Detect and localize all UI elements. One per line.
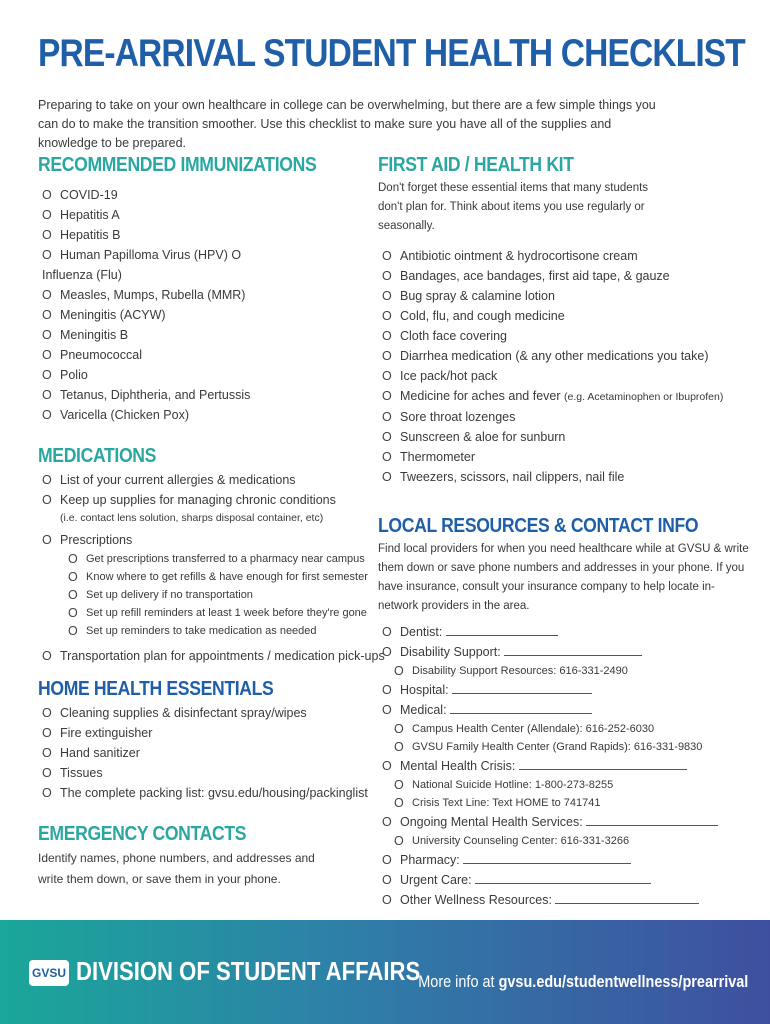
- home-essentials-title: HOME HEALTH ESSENTIALS: [38, 678, 274, 700]
- fever-note: (e.g. Acetaminophen or Ibuprofen): [564, 391, 724, 403]
- contact-subitem: O Campus Health Center (Allendale): 616-252-6030: [394, 722, 655, 736]
- transport-list: [38, 646, 385, 666]
- checkbox-circle[interactable]: O: [382, 410, 392, 424]
- checklist-item: O Polio: [38, 365, 368, 385]
- checkbox-circle[interactable]: O: [42, 786, 52, 800]
- contact-field: O Urgent Care:: [378, 870, 758, 890]
- checklist-item: O Measles, Mumps, Rubella (MMR): [38, 285, 368, 305]
- write-in-line[interactable]: [586, 813, 718, 826]
- first-aid-desc: Don't forget these essential items that many students don't plan for. Think about items you use regularly or seasonally.: [378, 182, 649, 232]
- checklist-item: O Antibiotic ointment & hydrocortisone cream: [378, 246, 758, 266]
- checkbox-circle[interactable]: O: [382, 289, 392, 303]
- gvsu-logo: GVSU: [29, 960, 69, 986]
- checklist-item: O Meningitis B: [38, 325, 368, 345]
- local-resources-desc: Find local providers for when you need healthcare while at GVSU & write them down or save phone numbers and addresses in your phone. If you have insurance, consult your insurance company to help locate in-network providers in the area.: [378, 543, 749, 612]
- checkbox-circle[interactable]: O: [42, 473, 52, 487]
- local-resources-list-4: [378, 812, 758, 832]
- checkbox-circle[interactable]: O: [42, 368, 52, 382]
- immunizations-list: [38, 185, 368, 425]
- checklist-item: O COVID-19: [38, 185, 368, 205]
- checkbox-circle[interactable]: O: [42, 388, 52, 402]
- medical-sublist: [390, 720, 758, 756]
- checkbox-circle[interactable]: O: [42, 308, 52, 322]
- checklist-item: O Prescriptions: [38, 530, 368, 550]
- checklist-subitem: O Set up reminders to take medication as needed: [68, 624, 317, 638]
- checklist-item: O Tetanus, Diphtheria, and Pertussis: [38, 385, 368, 405]
- checklist-item: O Cleaning supplies & disinfectant spray/wipes: [38, 703, 368, 723]
- checklist-item: O Tissues: [38, 763, 368, 783]
- medications-note: (i.e. contact lens solution, sharps disposal container, etc): [60, 512, 324, 524]
- checklist-item: O Diarrhea medication (& any other medications you take): [378, 346, 758, 366]
- checklist-subitem: O Set up refill reminders at least 1 week before they're gone: [68, 606, 367, 620]
- checklist-item: O Medicine for aches and fever (e.g. Acetaminophen or Ibuprofen): [378, 386, 758, 407]
- checklist-item: O Ice pack/hot pack: [378, 366, 758, 386]
- emergency-title: EMERGENCY CONTACTS: [38, 823, 247, 845]
- contact-field: O Ongoing Mental Health Services:: [378, 812, 758, 832]
- contact-field: O Hospital:: [378, 680, 758, 700]
- checkbox-circle[interactable]: O: [382, 369, 392, 383]
- contact-field: O Mental Health Crisis:: [378, 756, 758, 776]
- medications-list: [38, 470, 368, 510]
- checkbox-circle[interactable]: O: [394, 722, 404, 736]
- first-aid-title: FIRST AID / HEALTH KIT: [378, 154, 574, 176]
- checklist-item: O Pneumococcal: [38, 345, 368, 365]
- checkbox-circle[interactable]: O: [382, 645, 392, 659]
- checklist-item: O Hepatitis B: [38, 225, 368, 245]
- checkbox-circle[interactable]: O: [42, 328, 52, 342]
- checkbox-circle[interactable]: O: [382, 450, 392, 464]
- contact-subitem: O National Suicide Hotline: 1-800-273-8255: [394, 778, 614, 792]
- checkbox-circle[interactable]: O: [382, 389, 392, 403]
- checkbox-circle[interactable]: O: [382, 815, 392, 829]
- checkbox-circle[interactable]: O: [68, 570, 78, 584]
- local-resources-title: LOCAL RESOURCES & CONTACT INFO: [378, 515, 699, 537]
- checkbox-circle[interactable]: O: [42, 746, 52, 760]
- checkbox-circle[interactable]: O: [394, 796, 404, 810]
- immunizations-title: RECOMMENDED IMMUNIZATIONS: [38, 154, 317, 176]
- checkbox-circle[interactable]: O: [42, 533, 52, 547]
- checkbox-circle[interactable]: O: [68, 552, 78, 566]
- contact-field: O Other Wellness Resources:: [378, 890, 758, 910]
- contact-field: O Pharmacy:: [378, 850, 758, 870]
- write-in-line[interactable]: [519, 757, 687, 770]
- checklist-item: O Fire extinguisher: [38, 723, 368, 743]
- more-info-link[interactable]: gvsu.edu/studentwellness/prearrival: [498, 972, 748, 991]
- checkbox-circle[interactable]: O: [394, 834, 404, 848]
- contact-subitem: O University Counseling Center: 616-331-3266: [394, 834, 630, 848]
- checkbox-circle[interactable]: O: [382, 349, 392, 363]
- checkbox-circle[interactable]: O: [68, 606, 78, 620]
- checkbox-circle[interactable]: O: [382, 470, 392, 484]
- checkbox-circle[interactable]: O: [382, 893, 392, 907]
- checkbox-circle[interactable]: O: [382, 625, 392, 639]
- checklist-item: O Sunscreen & aloe for sunburn: [378, 427, 758, 447]
- left-column: [38, 154, 385, 890]
- checkbox-circle[interactable]: O: [42, 348, 52, 362]
- intro-text: Preparing to take on your own healthcare in college can be overwhelming, but there are a few simple things you can do to make the transition smoother. Use this checklist to make sure you have all of the supplies and knowledge to be prepared.: [38, 98, 656, 150]
- medications-title: MEDICATIONS: [38, 445, 157, 467]
- local-resources-list-2: [378, 680, 758, 720]
- checkbox-circle[interactable]: O: [382, 269, 392, 283]
- checkbox-circle[interactable]: O: [382, 873, 392, 887]
- contact-subitem: O Disability Support Resources: 616-331-2490: [394, 664, 628, 678]
- checkbox-circle[interactable]: O: [42, 408, 52, 422]
- checkbox-circle[interactable]: O: [42, 208, 52, 222]
- checkbox-circle[interactable]: O: [42, 493, 52, 507]
- write-in-line[interactable]: [446, 623, 558, 636]
- checklist-item: O Tweezers, scissors, nail clippers, nail file: [378, 467, 758, 487]
- write-in-line[interactable]: [452, 681, 592, 694]
- local-resources-list-5: [378, 850, 758, 910]
- checkbox-circle[interactable]: O: [394, 740, 404, 754]
- checklist-item: O Thermometer: [378, 447, 758, 467]
- home-essentials-list: [38, 703, 368, 803]
- write-in-line[interactable]: [463, 851, 631, 864]
- ongoing-sublist: [390, 832, 758, 850]
- checklist-item: O Transportation plan for appointments / medication pick-ups: [38, 646, 368, 666]
- local-resources-list-3: [378, 756, 758, 776]
- checklist-item: O The complete packing list: gvsu.edu/housing/packinglist: [38, 783, 368, 803]
- checkbox-circle[interactable]: O: [42, 706, 52, 720]
- checkbox-circle[interactable]: O: [42, 188, 52, 202]
- crisis-sublist: [390, 776, 758, 812]
- checkbox-circle[interactable]: O: [382, 249, 392, 263]
- page-title: PRE-ARRIVAL STUDENT HEALTH CHECKLIST: [38, 32, 745, 75]
- checklist-item: O Human Papilloma Virus (HPV) O: [38, 245, 368, 265]
- checklist-subitem: O Set up delivery if no transportation: [68, 588, 253, 602]
- prescriptions-list: [38, 530, 368, 550]
- checkbox-circle[interactable]: O: [68, 624, 78, 638]
- checklist-item: O Bug spray & calamine lotion: [378, 286, 758, 306]
- checklist-item: O List of your current allergies & medications: [38, 470, 368, 490]
- checkbox-circle[interactable]: O: [394, 778, 404, 792]
- checklist-subitem: O Know where to get refills & have enough for first semester: [68, 570, 368, 584]
- prescriptions-sublist: [64, 550, 368, 640]
- right-column: [378, 154, 758, 910]
- write-in-line[interactable]: [475, 871, 651, 884]
- more-info: [418, 972, 748, 992]
- checkbox-circle[interactable]: O: [42, 248, 52, 262]
- checkbox-circle[interactable]: O: [382, 309, 392, 323]
- checklist-item: O Sore throat lozenges: [378, 407, 758, 427]
- contact-field: O Medical:: [378, 700, 758, 720]
- checkbox-circle[interactable]: O: [382, 853, 392, 867]
- disability-sublist: [390, 662, 758, 680]
- more-info-prefix: More info at: [417, 972, 499, 991]
- first-aid-list: [378, 246, 758, 487]
- checkbox-circle[interactable]: O: [68, 588, 78, 602]
- contact-subitem: O Crisis Text Line: Text HOME to 741741: [394, 796, 601, 810]
- checkbox-circle[interactable]: O: [382, 703, 392, 717]
- checklist-item: O Hand sanitizer: [38, 743, 368, 763]
- checklist-item-wrapped: Influenza (Flu): [42, 268, 122, 282]
- checkbox-circle[interactable]: O: [394, 664, 404, 678]
- checklist-item: O Keep up supplies for managing chronic conditions: [38, 490, 368, 510]
- checkbox-circle[interactable]: O: [42, 288, 52, 302]
- local-resources-list: [378, 622, 758, 662]
- write-in-line[interactable]: [504, 643, 642, 656]
- emergency-desc: Identify names, phone numbers, and addresses and write them down, or save them in your phone.: [38, 851, 315, 886]
- checkbox-circle[interactable]: O: [42, 649, 52, 663]
- contact-field: O Disability Support:: [378, 642, 758, 662]
- checklist-item: O Cloth face covering: [378, 326, 758, 346]
- checklist-item: O Bandages, ace bandages, first aid tape, & gauze: [378, 266, 758, 286]
- contact-field: O Dentist:: [378, 622, 758, 642]
- checkbox-circle[interactable]: O: [382, 683, 392, 697]
- division-name: DIVISION OF STUDENT AFFAIRS: [76, 956, 421, 986]
- checklist-item: O Hepatitis A: [38, 205, 368, 225]
- write-in-line[interactable]: [450, 701, 592, 714]
- checkbox-circle[interactable]: O: [42, 228, 52, 242]
- write-in-line[interactable]: [555, 891, 699, 904]
- checkbox-circle[interactable]: O: [42, 766, 52, 780]
- checklist-item: O Varicella (Chicken Pox): [38, 405, 368, 425]
- checkbox-circle[interactable]: O: [42, 726, 52, 740]
- checkbox-circle[interactable]: O: [382, 430, 392, 444]
- checkbox-circle[interactable]: O: [382, 329, 392, 343]
- contact-subitem: O GVSU Family Health Center (Grand Rapids): 616-331-9830: [394, 740, 703, 754]
- checklist-item: O Cold, flu, and cough medicine: [378, 306, 758, 326]
- checklist-item: O Meningitis (ACYW): [38, 305, 368, 325]
- footer-banner: [0, 920, 770, 1024]
- checklist-subitem: O Get prescriptions transferred to a pharmacy near campus: [68, 552, 365, 566]
- checkbox-circle[interactable]: O: [382, 759, 392, 773]
